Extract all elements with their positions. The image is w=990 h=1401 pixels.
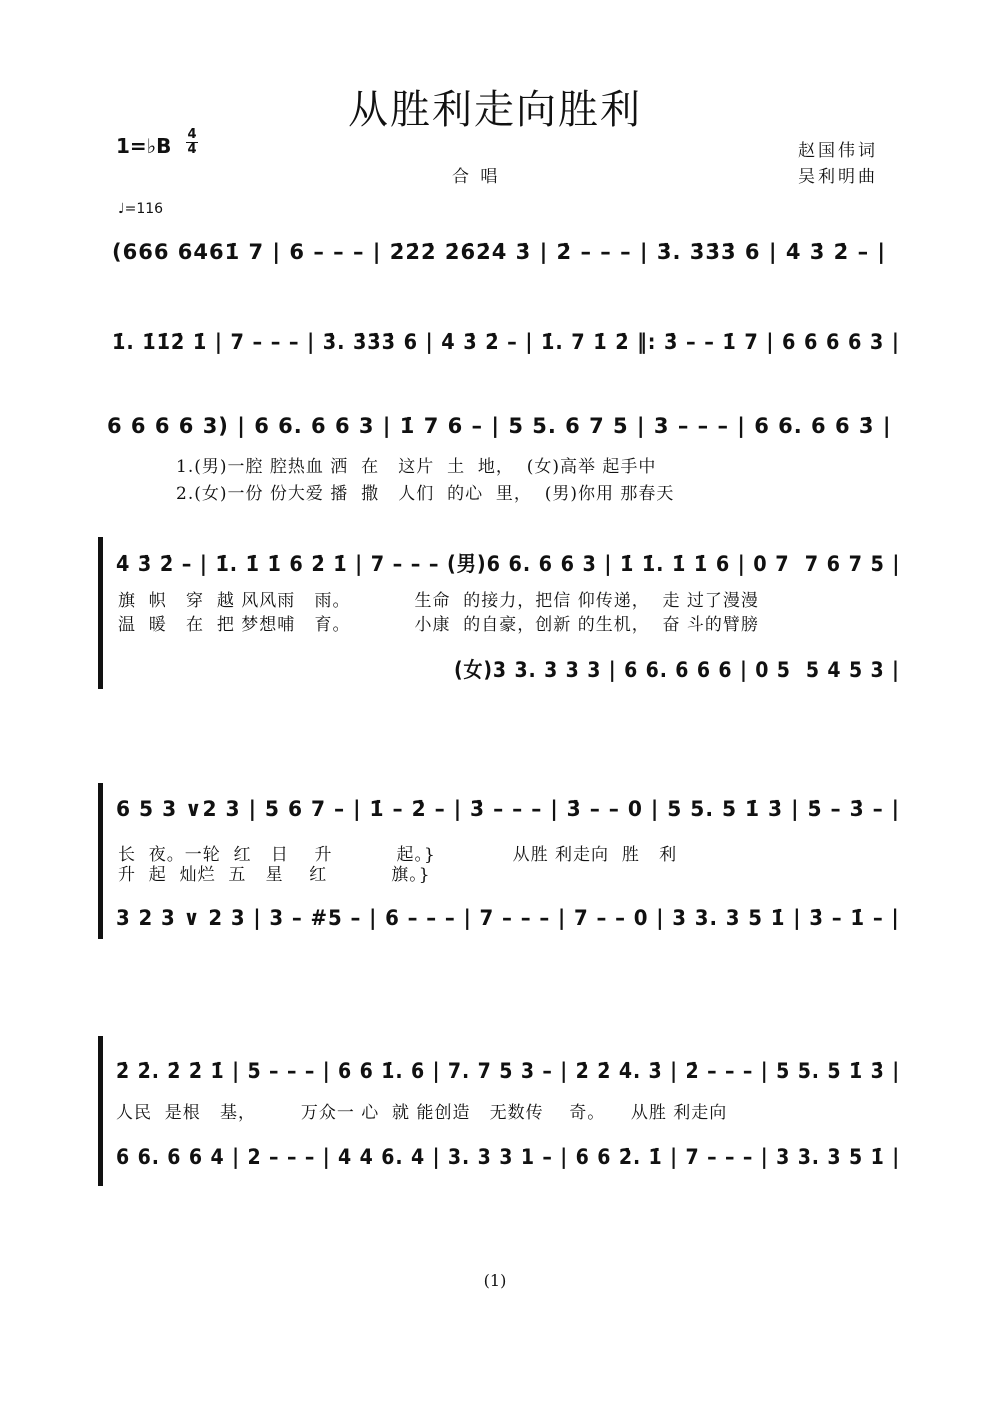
system-3-lyrics-verse1: 1.(男)一腔 腔热血 洒 在 这片 土 地， (女)高举 起手中 xyxy=(176,457,657,477)
system-2-notes: 1̇. 1̇1̇2̇ 1̇ | 7 – – – | 3̇. 3̇3̇3̇ 6 | 4̇ 3̇ 2̇ – | 1̇. 7 1̇ 2̇ ‖: 3̇ – – 1̇ 7 | 6 6 6 6 3 | xyxy=(112,330,900,354)
time-signature-top: 4 xyxy=(187,127,197,142)
system-5-lower-part: 3 2 3 ∨ 2 3 | 3 – #5 – | 6 – – – | 7 – – – | 7 – – 0 | 3 3. 3 5 1̇ | 3̇ – 1̇ – | xyxy=(116,906,900,930)
system-1-notes: (666 6461̇ 7 | 6 – – – | 2̇2̇2̇ 2̇6̇2̇4̇ 3̇ | 2̇ – – – | 3̇. 3̇3̇3̇ 6 | 4̇ 3̇ 2̇ – | xyxy=(112,240,887,264)
system-5-lyrics-verse1: 长 夜。一轮 红 日 升 起。} 从胜 利走向 胜 利 xyxy=(118,845,678,865)
system-4-lyrics-verse1: 旗 帜 穿 越 风风雨 雨。 生命 的接力，把信 仰传递， 走 过了漫漫 xyxy=(118,591,759,611)
system-4-notes: 4̇ 3̇ 2̇ – | 1̇. 1̇ 1̇ 6 2̇ 1̇ | 7 – – – (男)6 6. 6 6 3 | 1̇ 1̇. 1̇ 1̇ 6 | 0 7 7 6 7 5 | xyxy=(116,552,901,576)
system-5-brace xyxy=(98,783,103,939)
system-5-lyrics-verse2: 升 起 灿烂 五 星 红 旗。} xyxy=(118,865,431,885)
tempo-marking: ♩=116 xyxy=(118,201,164,217)
composer-credit: 吴利明曲 xyxy=(798,167,878,187)
system-3-notes: 6 6 6 6 3) | 6 6. 6 6 3 | 1̇ 7 6 – | 5 5. 6 7 5 | 3 – – – | 6 6. 6 6 3̇ | xyxy=(107,414,892,438)
key-signature: 1=♭B xyxy=(116,134,172,158)
system-6-lyrics: 人民 是根 基， 万众一 心 就 能创造 无数传 奇。 从胜 利走向 xyxy=(116,1103,728,1123)
page-number: (1) xyxy=(483,1271,507,1290)
system-4-lyrics-verse2: 温 暖 在 把 梦想哺 育。 小康 的自豪，创新 的生机， 奋 斗的臂膀 xyxy=(118,615,759,635)
system-5-notes: 6 5 3 ∨2 3 | 5 6 7 – | 1̇ – 2̇ – | 3̇ – – – | 3̇ – – 0 | 5 5. 5 1̇ 3̇ | 5̇ – 3̇ – | xyxy=(116,797,901,821)
system-4-lower-part: (女)3 3. 3 3 3 | 6 6. 6 6 6 | 0 5 5 4 5 3 | xyxy=(454,658,900,682)
system-4-brace xyxy=(98,537,103,689)
time-signature-bottom: 4 xyxy=(187,142,197,157)
page-title: 从胜利走向胜利 xyxy=(348,87,642,133)
lyricist-credit: 赵国伟词 xyxy=(798,141,878,161)
system-6-lower-part: 6 6. 6 6 4 | 2 – – – | 4 4 6. 4 | 3. 3 3 1 – | 6 6 2̇. 1̇ | 7 – – – | 3 3. 3 5 1̇ | xyxy=(116,1145,901,1169)
time-signature xyxy=(186,128,198,157)
performance-type: 合 唱 xyxy=(452,167,501,187)
system-6-notes: 2̇ 2̇. 2̇ 2̇ 1̇ | 5 – – – | 6 6 1̇. 6 | 7. 7 5 3 – | 2̇ 2̇ 4̇. 3̇ | 2̇ – – – | 5 5. 5 1̇ 3̇ | xyxy=(116,1059,901,1083)
system-3-lyrics-verse2: 2.(女)一份 份大爱 播 撒 人们 的心 里， (男)你用 那春天 xyxy=(176,484,675,504)
system-6-brace xyxy=(98,1036,103,1186)
